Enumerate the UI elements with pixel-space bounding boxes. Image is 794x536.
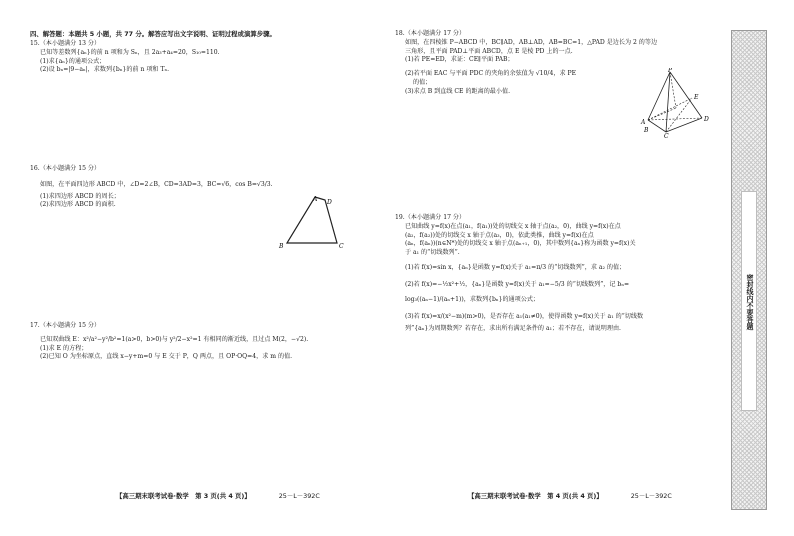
q17-part-1: (1)求 E 的方程； [40,344,88,352]
label-c: C [339,243,344,250]
binding-margin-strip [731,30,767,510]
q15-part-1: (1)求{aₙ}的通项公式； [40,57,106,65]
label-a: A [313,196,318,203]
q19-part-1: (1)若 f(x)=sin x，{aₙ}是函数 y=f(x)关于 a₁=π/3 的“切线数列”，求 a₂ 的值； [405,264,626,272]
q18-line-2: 三角形，且平面 PAD⊥平面 ABCD，点 E 是棱 PD 上的一点. [405,47,573,55]
q19-line-4: 于 a₁ 的“切线数列”. [405,249,460,257]
q19-part-2: (2)若 f(x)=−½x²+½，{aₙ}是函数 y=f(x)关于 a₁=−5/3 的“切线数列”，记 bₙ= [405,280,630,288]
label-a: A [641,119,646,126]
q17-stem: 已知双曲线 E：x²/a²−y²/b²=1(a>0，b>0)与 y²/2−x²=1 有相同的渐近线，且过点 M(2，−√2). [40,335,309,343]
question-16 [30,165,368,250]
left-footer [116,491,320,500]
left-footer-code: 25－L－392C [278,492,320,500]
q19-line-2: (a₂，f(a₂))处的切线交 x 轴于点(a₃，0)，依此类推，曲线 y=f(x)在点 [405,231,594,239]
q16-stem: 如图，在平面四边形 ABCD 中，∠D=2∠B，CD=3AD=3，BC=√6，cos B=√3/3. [40,180,273,188]
q17-part-2: (2)已知 O 为坐标原点，直线 x−y+m=0 与 E 交于 P，Q 两点，且 OP·OQ=4，求 m 的值. [40,353,293,361]
question-17 [30,322,368,362]
label-d: D [327,199,332,206]
label-c: C [664,133,669,138]
q19-part-3-cont: 列”{aₙ}为周期数列？若存在，求出所有满足条件的 a₁；若不存在，请说明理由. [405,325,621,333]
left-column [30,30,368,361]
q15-header: 15.（本小题满分 13 分） [30,40,101,47]
q15-part-2: (2)设 bₙ=|9−aₙ|，求数列{bₙ}的前 n 项和 Tₙ. [40,66,170,74]
binding-notice-box [741,191,757,411]
label-b: B [644,127,649,134]
q19-part-3: (3)若 f(x)=x/(x²−m)(m>0)，是否存在 a₁(a₁≠0)，使得函数 y=f(x)关于 a₁ 的“切线数 [405,312,644,320]
right-footer-title: 【高三期末联考试卷·数学 第 4 页(共 4 页)】 [468,492,603,500]
right-footer-code: 25－L－392C [630,492,672,500]
question-18 [395,30,720,138]
q16-part-1: (1)求四边形 ABCD 的周长； [40,192,120,200]
quadrilateral-abcd-figure [275,195,355,251]
binding-notice-text: 密封线内不要答题 [746,274,754,330]
q19-line-1: 已知曲线 y=f(x)在点(a₁，f(a₁))处的切线交 x 轴于点(a₂，0)，曲线 y=f(x)在点 [405,222,621,230]
label-p: P [668,68,673,74]
left-footer-title: 【高三期末联考试卷·数学 第 3 页(共 4 页)】 [116,492,251,500]
q18-part-3: (3)求点 B 到直线 CE 的距离的最小值. [405,87,511,95]
q18-header: 18.（本小题满分 17 分） [395,30,466,37]
q16-header: 16.（本小题满分 15 分） [30,165,101,172]
q18-line-1: 如图，在四棱锥 P−ABCD 中，BC∥AD，AB⊥AD，AB=BC=1，△PAD 是边长为 2 的等边 [405,38,658,46]
section-header: 四、解答题：本题共 5 小题，共 77 分。解答应写出文字说明、证明过程或演算步骤。 [30,30,276,38]
q16-part-2: (2)求四边形 ABCD 的面积. [40,201,116,209]
label-b: B [279,243,284,250]
label-e: E [694,94,699,101]
pyramid-p-abcd-figure [640,68,715,138]
q18-part-2-cont: 的值； [413,79,432,87]
question-15 [30,40,368,75]
q17-header: 17.（本小题满分 15 分） [30,322,101,329]
right-footer [468,491,672,500]
q19-header: 19.（本小题满分 17 分） [395,214,466,221]
q19-part-2-cont: log₃((aₙ−1)/(aₙ+1))，求数列{bₙ}的通项公式； [405,295,540,303]
q15-stem: 已知等差数列{aₙ}的前 n 项和为 Sₙ，且 2a₃+a₄=20，S₁₀=110. [40,48,220,56]
label-d: D [704,116,709,123]
q18-part-1: (1)若 PE=ED，求证：CE∥平面 PAB； [405,56,514,64]
question-19 [395,214,720,334]
q19-line-3: (aₙ，f(aₙ))(n∈N*)处的切线交 x 轴于点(aₙ₊₁，0)，其中数列{aₙ}称为函数 y=f(x)关 [405,240,636,248]
q18-part-2: (2)若平面 EAC 与平面 PDC 的夹角的余弦值为 √10/4，求 PE [405,70,577,78]
